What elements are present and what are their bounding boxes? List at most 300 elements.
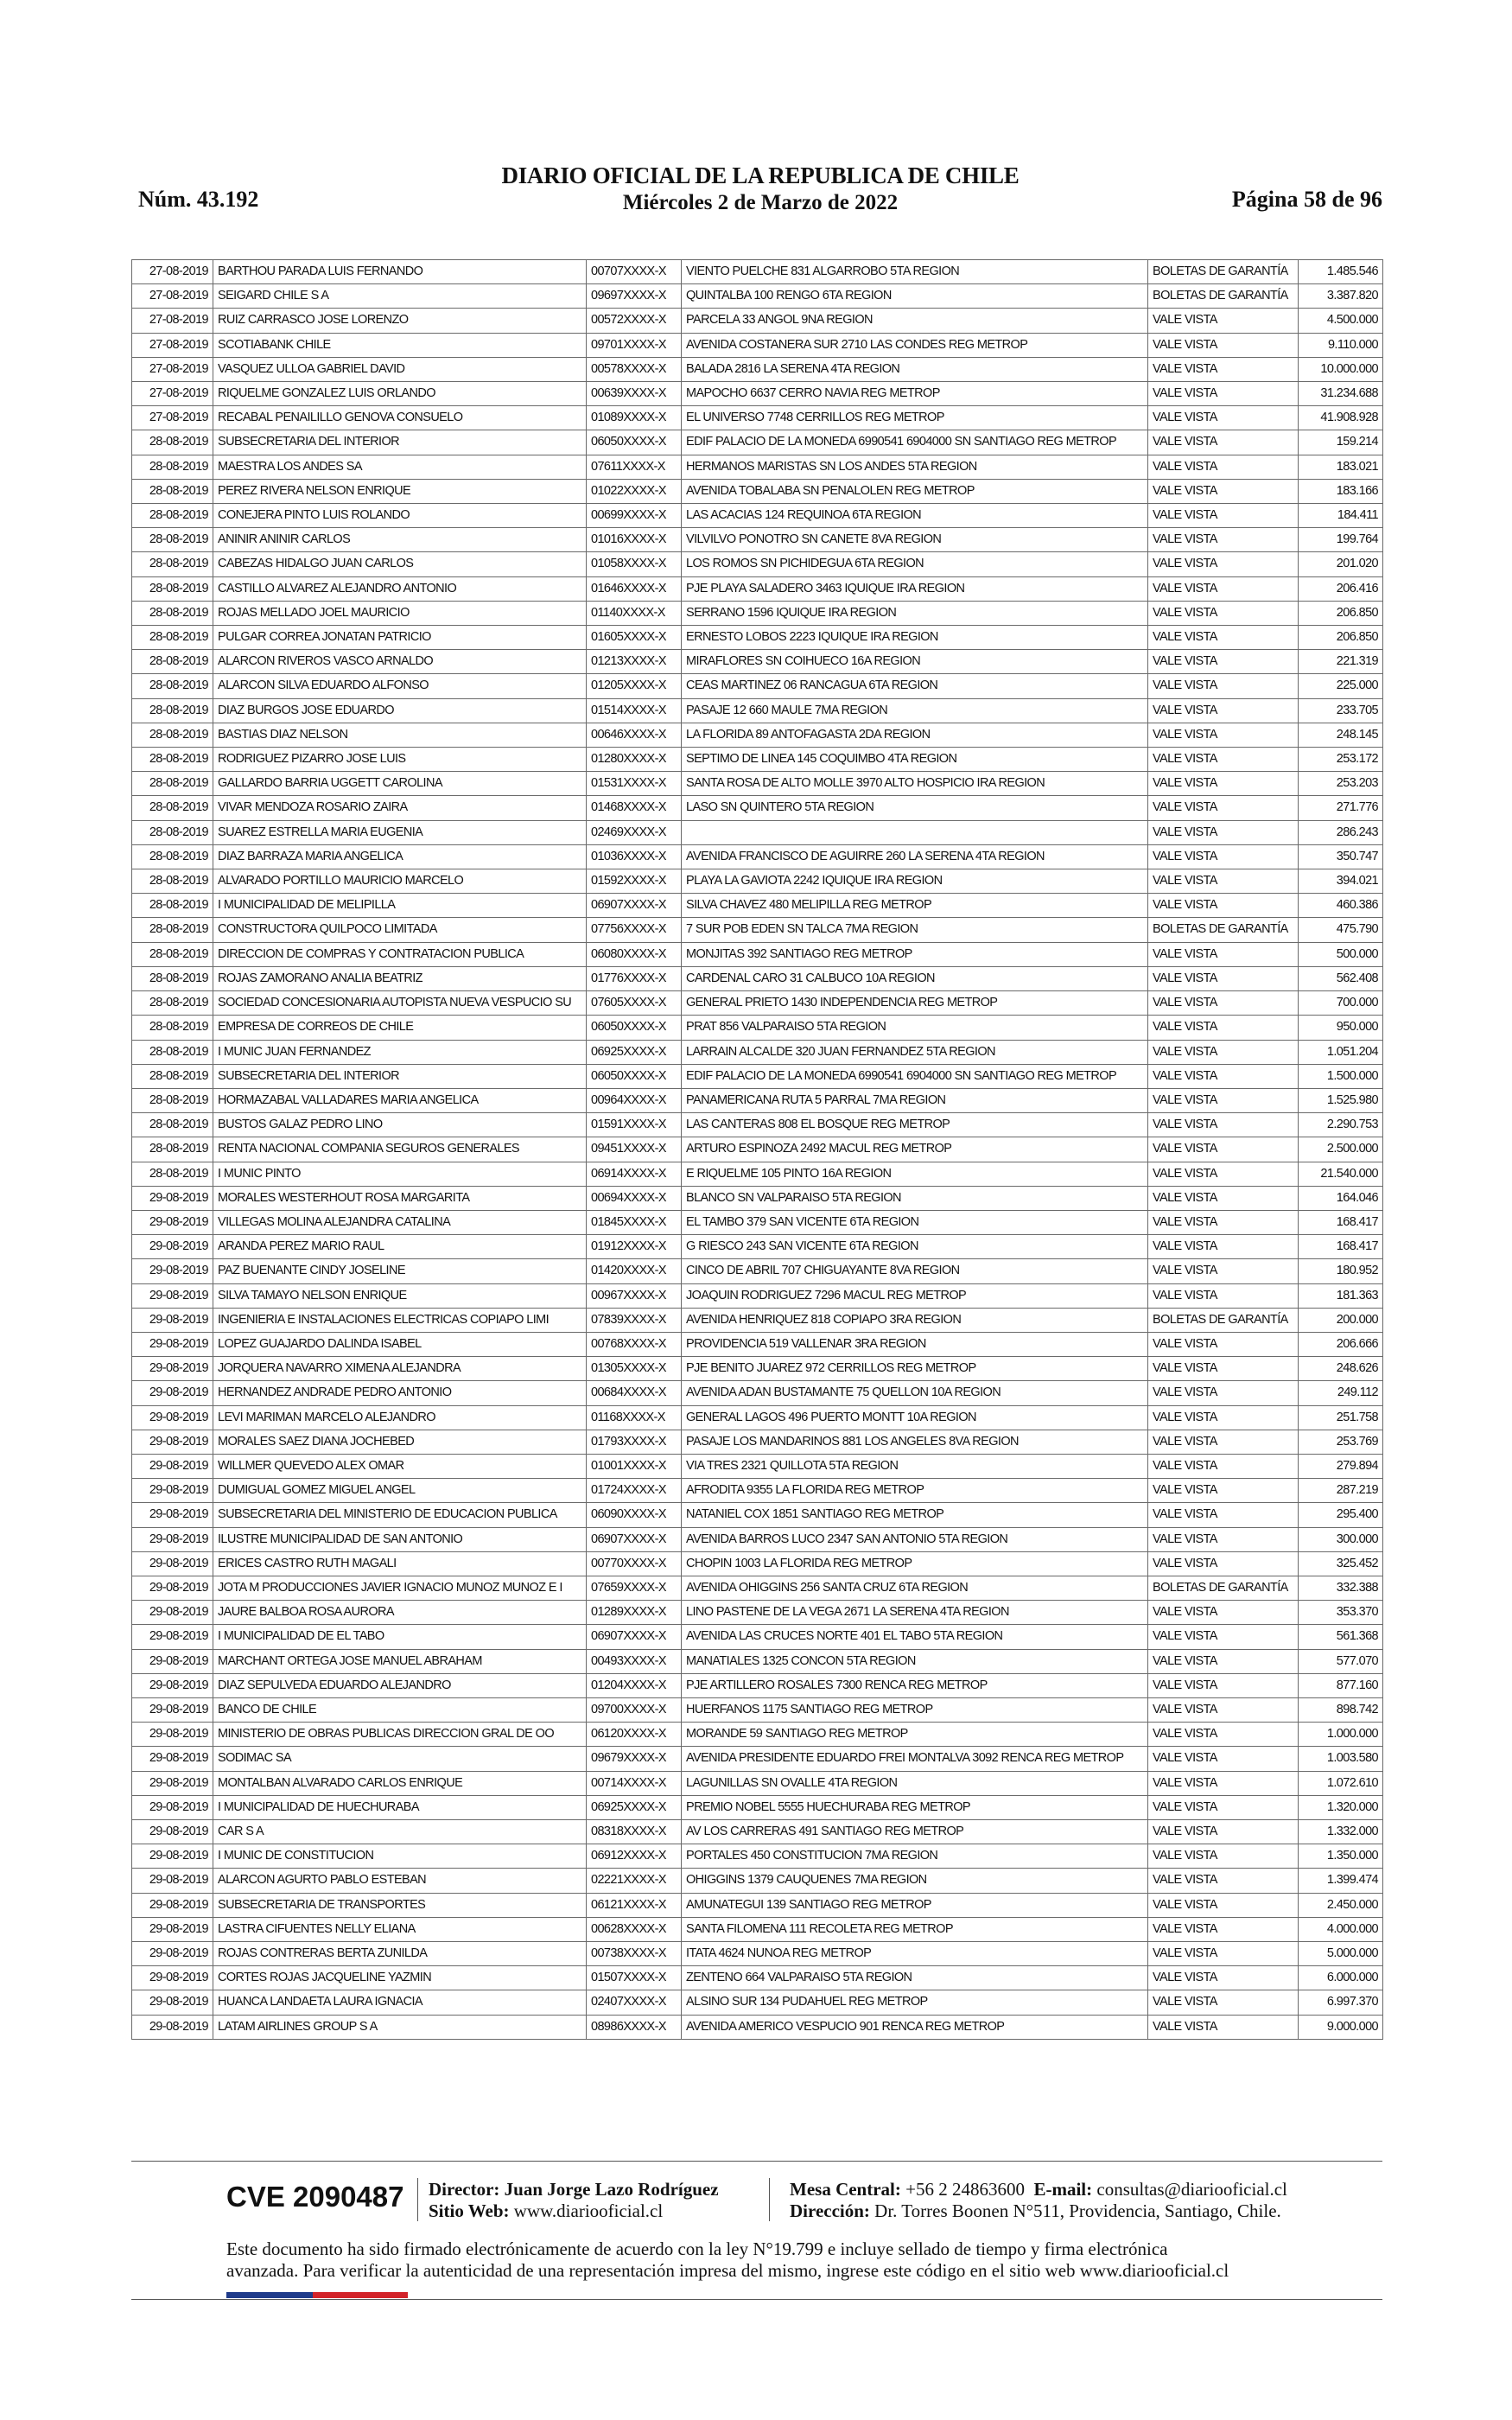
cell-name: MONTALBAN ALVARADO CARLOS ENRIQUE: [213, 1771, 587, 1795]
cell-type: VALE VISTA: [1148, 1747, 1299, 1771]
site-url[interactable]: www.diariooficial.cl: [513, 2200, 664, 2221]
cell-rut: 02407XXXX-X: [587, 1990, 682, 2015]
table-row: [132, 479, 1383, 503]
cell-type: VALE VISTA: [1148, 1357, 1299, 1381]
cell-amount: 4.000.000: [1299, 1917, 1383, 1941]
cell-rut: 06121XXXX-X: [587, 1893, 682, 1917]
cell-type: BOLETAS DE GARANTÍA: [1148, 1308, 1299, 1332]
table-row: [132, 650, 1383, 674]
cell-amount: 200.000: [1299, 1308, 1383, 1332]
cell-name: I MUNIC DE CONSTITUCION: [213, 1844, 587, 1869]
cell-date: 27-08-2019: [132, 357, 213, 381]
table-row: [132, 1381, 1383, 1405]
cell-rut: 00770XXXX-X: [587, 1551, 682, 1576]
cell-address: AVENIDA ADAN BUSTAMANTE 75 QUELLON 10A REGION: [682, 1381, 1148, 1405]
cell-date: 29-08-2019: [132, 1332, 213, 1356]
cell-address: JOAQUIN RODRIGUEZ 7296 MACUL REG METROP: [682, 1283, 1148, 1308]
cell-amount: 233.705: [1299, 698, 1383, 723]
cell-name: CONEJERA PINTO LUIS ROLANDO: [213, 504, 587, 528]
cell-name: I MUNIC JUAN FERNANDEZ: [213, 1040, 587, 1064]
table-row: [132, 1723, 1383, 1747]
cell-address: ALSINO SUR 134 PUDAHUEL REG METROP: [682, 1990, 1148, 2015]
cell-amount: 271.776: [1299, 796, 1383, 820]
cell-rut: 09679XXXX-X: [587, 1747, 682, 1771]
cell-name: HERNANDEZ ANDRADE PEDRO ANTONIO: [213, 1381, 587, 1405]
cell-date: 29-08-2019: [132, 1990, 213, 2015]
cell-date: 28-08-2019: [132, 650, 213, 674]
cell-address: LARRAIN ALCALDE 320 JUAN FERNANDEZ 5TA REGION: [682, 1040, 1148, 1064]
cell-name: DIRECCION DE COMPRAS Y CONTRATACION PUBLICA: [213, 942, 587, 966]
cell-address: EL UNIVERSO 7748 CERRILLOS REG METROP: [682, 406, 1148, 430]
cell-name: SILVA TAMAYO NELSON ENRIQUE: [213, 1283, 587, 1308]
cell-type: VALE VISTA: [1148, 528, 1299, 552]
cell-date: 28-08-2019: [132, 1016, 213, 1040]
cell-rut: 01531XXXX-X: [587, 772, 682, 796]
cell-address: CEAS MARTINEZ 06 RANCAGUA 6TA REGION: [682, 674, 1148, 698]
cell-amount: 183.166: [1299, 479, 1383, 503]
cell-name: ALVARADO PORTILLO MAURICIO MARCELO: [213, 869, 587, 894]
cell-date: 29-08-2019: [132, 1381, 213, 1405]
table-row: [132, 2015, 1383, 2039]
cell-type: VALE VISTA: [1148, 309, 1299, 333]
cell-amount: 2.290.753: [1299, 1113, 1383, 1137]
cell-type: BOLETAS DE GARANTÍA: [1148, 1576, 1299, 1600]
cell-date: 28-08-2019: [132, 918, 213, 942]
cell-type: VALE VISTA: [1148, 455, 1299, 479]
cell-amount: 300.000: [1299, 1527, 1383, 1551]
cell-amount: 2.450.000: [1299, 1893, 1383, 1917]
cell-rut: 01036XXXX-X: [587, 844, 682, 869]
cell-type: VALE VISTA: [1148, 942, 1299, 966]
cell-rut: 07611XXXX-X: [587, 455, 682, 479]
cell-type: VALE VISTA: [1148, 1966, 1299, 1990]
cell-address: LINO PASTENE DE LA VEGA 2671 LA SERENA 4TA REGION: [682, 1601, 1148, 1625]
cell-amount: 159.214: [1299, 430, 1383, 455]
flag-bar-blue: [226, 2292, 313, 2298]
email-address[interactable]: consultas@diariooficial.cl: [1096, 2179, 1287, 2200]
cell-type: VALE VISTA: [1148, 430, 1299, 455]
cell-address: MIRAFLORES SN COIHUECO 16A REGION: [682, 650, 1148, 674]
cell-amount: 181.363: [1299, 1283, 1383, 1308]
table-row: [132, 1771, 1383, 1795]
cell-date: 29-08-2019: [132, 1966, 213, 1990]
cell-address: VIA TRES 2321 QUILLOTA 5TA REGION: [682, 1454, 1148, 1478]
cell-rut: 06080XXXX-X: [587, 942, 682, 966]
cell-rut: 00768XXXX-X: [587, 1332, 682, 1356]
cell-address: PJE PLAYA SALADERO 3463 IQUIQUE IRA REGION: [682, 576, 1148, 601]
cell-date: 28-08-2019: [132, 772, 213, 796]
cell-type: VALE VISTA: [1148, 1990, 1299, 2015]
cell-address: NATANIEL COX 1851 SANTIAGO REG METROP: [682, 1503, 1148, 1527]
table-row: [132, 991, 1383, 1016]
cell-address: PRAT 856 VALPARAISO 5TA REGION: [682, 1016, 1148, 1040]
cell-rut: 01280XXXX-X: [587, 748, 682, 772]
cell-amount: 1.320.000: [1299, 1795, 1383, 1819]
cell-date: 29-08-2019: [132, 1454, 213, 1478]
cell-name: CORTES ROJAS JACQUELINE YAZMIN: [213, 1966, 587, 1990]
cell-date: 28-08-2019: [132, 942, 213, 966]
cell-amount: 287.219: [1299, 1479, 1383, 1503]
cell-date: 29-08-2019: [132, 1186, 213, 1210]
cell-date: 28-08-2019: [132, 626, 213, 650]
table-row: [132, 1308, 1383, 1332]
table-row: [132, 1820, 1383, 1844]
cell-amount: 350.747: [1299, 844, 1383, 869]
legal-notice: [226, 2238, 1298, 2282]
cell-date: 28-08-2019: [132, 430, 213, 455]
cell-address: EDIF PALACIO DE LA MONEDA 6990541 6904000 SN SANTIAGO REG METROP: [682, 430, 1148, 455]
cell-type: VALE VISTA: [1148, 748, 1299, 772]
cell-date: 27-08-2019: [132, 260, 213, 284]
cell-rut: 01204XXXX-X: [587, 1673, 682, 1697]
cell-rut: 06090XXXX-X: [587, 1503, 682, 1527]
cell-address: AVENIDA PRESIDENTE EDUARDO FREI MONTALVA 3092 RENCA REG METROP: [682, 1747, 1148, 1771]
cell-address: VIENTO PUELCHE 831 ALGARROBO 5TA REGION: [682, 260, 1148, 284]
cell-type: VALE VISTA: [1148, 1332, 1299, 1356]
cell-date: 28-08-2019: [132, 455, 213, 479]
cell-type: VALE VISTA: [1148, 1162, 1299, 1186]
cell-name: JORQUERA NAVARRO XIMENA ALEJANDRA: [213, 1357, 587, 1381]
cell-address: AVENIDA BARROS LUCO 2347 SAN ANTONIO 5TA REGION: [682, 1527, 1148, 1551]
cve-code: CVE 2090487: [226, 2181, 404, 2213]
cell-type: VALE VISTA: [1148, 1917, 1299, 1941]
cell-type: BOLETAS DE GARANTÍA: [1148, 284, 1299, 309]
cell-rut: 00967XXXX-X: [587, 1283, 682, 1308]
cell-type: VALE VISTA: [1148, 1040, 1299, 1064]
cell-name: RODRIGUEZ PIZARRO JOSE LUIS: [213, 748, 587, 772]
cell-rut: 01001XXXX-X: [587, 1454, 682, 1478]
cell-address: ITATA 4624 NUNOA REG METROP: [682, 1942, 1148, 1966]
address-label: Dirección:: [790, 2200, 870, 2221]
cell-address: BALADA 2816 LA SERENA 4TA REGION: [682, 357, 1148, 381]
cell-name: DIAZ BARRAZA MARIA ANGELICA: [213, 844, 587, 869]
cell-address: MORANDE 59 SANTIAGO REG METROP: [682, 1723, 1148, 1747]
cell-amount: 168.417: [1299, 1210, 1383, 1234]
cell-amount: 206.850: [1299, 626, 1383, 650]
cell-type: VALE VISTA: [1148, 1771, 1299, 1795]
cell-type: VALE VISTA: [1148, 504, 1299, 528]
mesa-label: Mesa Central:: [790, 2179, 901, 2200]
table-row: [132, 333, 1383, 357]
cell-type: VALE VISTA: [1148, 1942, 1299, 1966]
cell-amount: 253.172: [1299, 748, 1383, 772]
cell-type: VALE VISTA: [1148, 1820, 1299, 1844]
table-row: [132, 1064, 1383, 1088]
cell-address: MANATIALES 1325 CONCON 5TA REGION: [682, 1649, 1148, 1673]
cell-address: AFRODITA 9355 LA FLORIDA REG METROP: [682, 1479, 1148, 1503]
cell-date: 29-08-2019: [132, 1551, 213, 1576]
cell-amount: 898.742: [1299, 1697, 1383, 1722]
cell-rut: 01213XXXX-X: [587, 650, 682, 674]
cell-address: AVENIDA HENRIQUEZ 818 COPIAPO 3RA REGION: [682, 1308, 1148, 1332]
cell-date: 28-08-2019: [132, 528, 213, 552]
table-row: [132, 1137, 1383, 1162]
cell-address: AVENIDA TOBALABA SN PENALOLEN REG METROP: [682, 479, 1148, 503]
table-row: [132, 626, 1383, 650]
cell-date: 28-08-2019: [132, 479, 213, 503]
cell-address: LAGUNILLAS SN OVALLE 4TA REGION: [682, 1771, 1148, 1795]
cell-rut: 06050XXXX-X: [587, 430, 682, 455]
cell-type: VALE VISTA: [1148, 723, 1299, 747]
cell-amount: 168.417: [1299, 1235, 1383, 1259]
cell-name: RUIZ CARRASCO JOSE LORENZO: [213, 309, 587, 333]
cell-amount: 1.500.000: [1299, 1064, 1383, 1088]
cell-type: VALE VISTA: [1148, 966, 1299, 990]
cell-amount: 5.000.000: [1299, 1942, 1383, 1966]
cell-date: 29-08-2019: [132, 1673, 213, 1697]
cell-amount: 325.452: [1299, 1551, 1383, 1576]
cell-address: MAPOCHO 6637 CERRO NAVIA REG METROP: [682, 382, 1148, 406]
cell-date: 27-08-2019: [132, 284, 213, 309]
cell-date: 28-08-2019: [132, 1064, 213, 1088]
cell-rut: 00714XXXX-X: [587, 1771, 682, 1795]
cell-type: VALE VISTA: [1148, 1673, 1299, 1697]
cell-date: 29-08-2019: [132, 1503, 213, 1527]
cell-type: VALE VISTA: [1148, 1601, 1299, 1625]
table-row: [132, 1210, 1383, 1234]
cell-type: VALE VISTA: [1148, 674, 1299, 698]
cell-name: JOTA M PRODUCCIONES JAVIER IGNACIO MUNOZ MUNOZ E I: [213, 1576, 587, 1600]
cell-type: VALE VISTA: [1148, 820, 1299, 844]
cell-type: BOLETAS DE GARANTÍA: [1148, 918, 1299, 942]
cell-address: ERNESTO LOBOS 2223 IQUIQUE IRA REGION: [682, 626, 1148, 650]
cell-amount: 41.908.928: [1299, 406, 1383, 430]
cell-type: VALE VISTA: [1148, 1405, 1299, 1430]
cell-amount: 562.408: [1299, 966, 1383, 990]
cell-rut: 01646XXXX-X: [587, 576, 682, 601]
table-row: [132, 820, 1383, 844]
cell-amount: 180.952: [1299, 1259, 1383, 1283]
cell-address: HERMANOS MARISTAS SN LOS ANDES 5TA REGION: [682, 455, 1148, 479]
cell-date: 29-08-2019: [132, 1430, 213, 1454]
cell-rut: 01912XXXX-X: [587, 1235, 682, 1259]
cell-name: ALARCON RIVEROS VASCO ARNALDO: [213, 650, 587, 674]
cell-type: VALE VISTA: [1148, 1137, 1299, 1162]
cell-name: BARTHOU PARADA LUIS FERNANDO: [213, 260, 587, 284]
cell-address: SEPTIMO DE LINEA 145 COQUIMBO 4TA REGION: [682, 748, 1148, 772]
cell-address: PJE ARTILLERO ROSALES 7300 RENCA REG METROP: [682, 1673, 1148, 1697]
cell-name: EMPRESA DE CORREOS DE CHILE: [213, 1016, 587, 1040]
cell-name: HUANCA LANDAETA LAURA IGNACIA: [213, 1990, 587, 2015]
table-row: [132, 844, 1383, 869]
cell-address: CARDENAL CARO 31 CALBUCO 10A REGION: [682, 966, 1148, 990]
cell-date: 28-08-2019: [132, 723, 213, 747]
cell-date: 29-08-2019: [132, 1820, 213, 1844]
cell-name: DIAZ BURGOS JOSE EDUARDO: [213, 698, 587, 723]
table-row: [132, 1601, 1383, 1625]
cell-amount: 31.234.688: [1299, 382, 1383, 406]
cell-date: 28-08-2019: [132, 820, 213, 844]
footer-separator: [417, 2178, 418, 2221]
cell-rut: 00578XXXX-X: [587, 357, 682, 381]
cell-type: VALE VISTA: [1148, 844, 1299, 869]
cell-name: I MUNICIPALIDAD DE HUECHURABA: [213, 1795, 587, 1819]
cell-date: 27-08-2019: [132, 406, 213, 430]
cell-type: VALE VISTA: [1148, 698, 1299, 723]
cell-amount: 248.145: [1299, 723, 1383, 747]
cell-date: 27-08-2019: [132, 382, 213, 406]
cell-name: WILLMER QUEVEDO ALEX OMAR: [213, 1454, 587, 1478]
cell-name: BANCO DE CHILE: [213, 1697, 587, 1722]
cell-type: VALE VISTA: [1148, 650, 1299, 674]
cell-date: 29-08-2019: [132, 2015, 213, 2039]
cell-date: 29-08-2019: [132, 1747, 213, 1771]
cell-address: LOS ROMOS SN PICHIDEGUA 6TA REGION: [682, 552, 1148, 576]
cell-type: VALE VISTA: [1148, 1893, 1299, 1917]
cell-amount: 253.203: [1299, 772, 1383, 796]
table-row: [132, 1527, 1383, 1551]
table-row: [132, 552, 1383, 576]
cell-address: ZENTENO 664 VALPARAISO 5TA REGION: [682, 1966, 1148, 1990]
cell-name: SUAREZ ESTRELLA MARIA EUGENIA: [213, 820, 587, 844]
cell-rut: 01793XXXX-X: [587, 1430, 682, 1454]
cell-rut: 06925XXXX-X: [587, 1795, 682, 1819]
cell-type: VALE VISTA: [1148, 626, 1299, 650]
cell-address: QUINTALBA 100 RENGO 6TA REGION: [682, 284, 1148, 309]
cell-type: VALE VISTA: [1148, 991, 1299, 1016]
cell-rut: 01845XXXX-X: [587, 1210, 682, 1234]
table-row: [132, 504, 1383, 528]
cell-amount: 199.764: [1299, 528, 1383, 552]
cell-rut: 01724XXXX-X: [587, 1479, 682, 1503]
cell-name: ROJAS MELLADO JOEL MAURICIO: [213, 601, 587, 625]
cell-rut: 06907XXXX-X: [587, 1527, 682, 1551]
publication-date: Miércoles 2 de Marzo de 2022: [622, 191, 899, 214]
cell-amount: 1.051.204: [1299, 1040, 1383, 1064]
cell-amount: 460.386: [1299, 894, 1383, 918]
cell-rut: 06120XXXX-X: [587, 1723, 682, 1747]
table-row: [132, 918, 1383, 942]
cell-rut: 06912XXXX-X: [587, 1844, 682, 1869]
cell-address: PANAMERICANA RUTA 5 PARRAL 7MA REGION: [682, 1088, 1148, 1112]
cell-rut: 06925XXXX-X: [587, 1040, 682, 1064]
cell-amount: 225.000: [1299, 674, 1383, 698]
cell-address: AVENIDA OHIGGINS 256 SANTA CRUZ 6TA REGION: [682, 1576, 1148, 1600]
cell-date: 29-08-2019: [132, 1723, 213, 1747]
cell-address: PASAJE LOS MANDARINOS 881 LOS ANGELES 8VA REGION: [682, 1430, 1148, 1454]
cell-address: SERRANO 1596 IQUIQUE IRA REGION: [682, 601, 1148, 625]
cell-amount: 184.411: [1299, 504, 1383, 528]
cell-address: PREMIO NOBEL 5555 HUECHURABA REG METROP: [682, 1795, 1148, 1819]
table-row: [132, 1040, 1383, 1064]
cell-name: CAR S A: [213, 1820, 587, 1844]
cell-amount: 21.540.000: [1299, 1162, 1383, 1186]
cell-date: 28-08-2019: [132, 1040, 213, 1064]
cell-name: MAESTRA LOS ANDES SA: [213, 455, 587, 479]
cell-address: E RIQUELME 105 PINTO 16A REGION: [682, 1162, 1148, 1186]
cell-amount: 286.243: [1299, 820, 1383, 844]
cell-address: MONJITAS 392 SANTIAGO REG METROP: [682, 942, 1148, 966]
cell-name: MARCHANT ORTEGA JOSE MANUEL ABRAHAM: [213, 1649, 587, 1673]
cell-amount: 950.000: [1299, 1016, 1383, 1040]
cell-name: LEVI MARIMAN MARCELO ALEJANDRO: [213, 1405, 587, 1430]
cell-date: 28-08-2019: [132, 844, 213, 869]
table-row: [132, 1503, 1383, 1527]
cell-date: 29-08-2019: [132, 1649, 213, 1673]
cell-name: JAURE BALBOA ROSA AURORA: [213, 1601, 587, 1625]
cell-date: 29-08-2019: [132, 1942, 213, 1966]
cell-name: SEIGARD CHILE S A: [213, 284, 587, 309]
cell-rut: 06050XXXX-X: [587, 1064, 682, 1088]
cell-name: SODIMAC SA: [213, 1747, 587, 1771]
page-header: [138, 162, 1382, 214]
cell-amount: 1.000.000: [1299, 1723, 1383, 1747]
cell-name: RECABAL PENAILILLO GENOVA CONSUELO: [213, 406, 587, 430]
table-row: [132, 1576, 1383, 1600]
table-row: [132, 748, 1383, 772]
table-row: [132, 723, 1383, 747]
cell-rut: 06050XXXX-X: [587, 1016, 682, 1040]
cell-name: SUBSECRETARIA DEL INTERIOR: [213, 430, 587, 455]
cell-name: I MUNIC PINTO: [213, 1162, 587, 1186]
cell-type: BOLETAS DE GARANTÍA: [1148, 260, 1299, 284]
cell-amount: 253.769: [1299, 1430, 1383, 1454]
cell-type: VALE VISTA: [1148, 772, 1299, 796]
table-row: [132, 455, 1383, 479]
table-row: [132, 966, 1383, 990]
table-row: [132, 309, 1383, 333]
table-row: [132, 1332, 1383, 1356]
cell-address: PJE BENITO JUAREZ 972 CERRILLOS REG METROP: [682, 1357, 1148, 1381]
cell-rut: 01507XXXX-X: [587, 1966, 682, 1990]
cell-rut: 09451XXXX-X: [587, 1137, 682, 1162]
cell-date: 29-08-2019: [132, 1771, 213, 1795]
cell-date: 28-08-2019: [132, 869, 213, 894]
cell-name: SUBSECRETARIA DEL INTERIOR: [213, 1064, 587, 1088]
cell-name: SUBSECRETARIA DEL MINISTERIO DE EDUCACION PUBLICA: [213, 1503, 587, 1527]
cell-type: VALE VISTA: [1148, 1844, 1299, 1869]
cell-address: EL TAMBO 379 SAN VICENTE 6TA REGION: [682, 1210, 1148, 1234]
cell-name: ALARCON AGURTO PABLO ESTEBAN: [213, 1869, 587, 1893]
cell-address: CHOPIN 1003 LA FLORIDA REG METROP: [682, 1551, 1148, 1576]
cell-address: BLANCO SN VALPARAISO 5TA REGION: [682, 1186, 1148, 1210]
cell-amount: 251.758: [1299, 1405, 1383, 1430]
cell-name: BASTIAS DIAZ NELSON: [213, 723, 587, 747]
table-row: [132, 869, 1383, 894]
cell-type: VALE VISTA: [1148, 1649, 1299, 1673]
cell-amount: 4.500.000: [1299, 309, 1383, 333]
table-row: [132, 1990, 1383, 2015]
footer-separator-2: [769, 2178, 770, 2221]
cell-date: 28-08-2019: [132, 1162, 213, 1186]
cell-rut: 06914XXXX-X: [587, 1162, 682, 1186]
cell-rut: 06907XXXX-X: [587, 1625, 682, 1649]
cell-rut: 09700XXXX-X: [587, 1697, 682, 1722]
table-row: [132, 698, 1383, 723]
cell-amount: 206.850: [1299, 601, 1383, 625]
cell-date: 28-08-2019: [132, 894, 213, 918]
cell-name: PAZ BUENANTE CINDY JOSELINE: [213, 1259, 587, 1283]
cell-amount: 10.000.000: [1299, 357, 1383, 381]
cell-name: MORALES WESTERHOUT ROSA MARGARITA: [213, 1186, 587, 1210]
cell-address: LAS ACACIAS 124 REQUINOA 6TA REGION: [682, 504, 1148, 528]
cell-amount: 1.072.610: [1299, 1771, 1383, 1795]
cell-date: 28-08-2019: [132, 991, 213, 1016]
cell-rut: 09697XXXX-X: [587, 284, 682, 309]
cell-type: VALE VISTA: [1148, 2015, 1299, 2039]
address-text: Dr. Torres Boonen N°511, Providencia, Santiago, Chile.: [874, 2200, 1281, 2221]
cell-rut: 07756XXXX-X: [587, 918, 682, 942]
cell-date: 28-08-2019: [132, 552, 213, 576]
cell-name: ARANDA PEREZ MARIO RAUL: [213, 1235, 587, 1259]
cell-name: HORMAZABAL VALLADARES MARIA ANGELICA: [213, 1088, 587, 1112]
cell-rut: 00699XXXX-X: [587, 504, 682, 528]
cell-type: VALE VISTA: [1148, 1503, 1299, 1527]
cell-address: LASO SN QUINTERO 5TA REGION: [682, 796, 1148, 820]
cell-type: VALE VISTA: [1148, 1381, 1299, 1405]
cell-date: 29-08-2019: [132, 1844, 213, 1869]
cell-amount: 1.485.546: [1299, 260, 1383, 284]
